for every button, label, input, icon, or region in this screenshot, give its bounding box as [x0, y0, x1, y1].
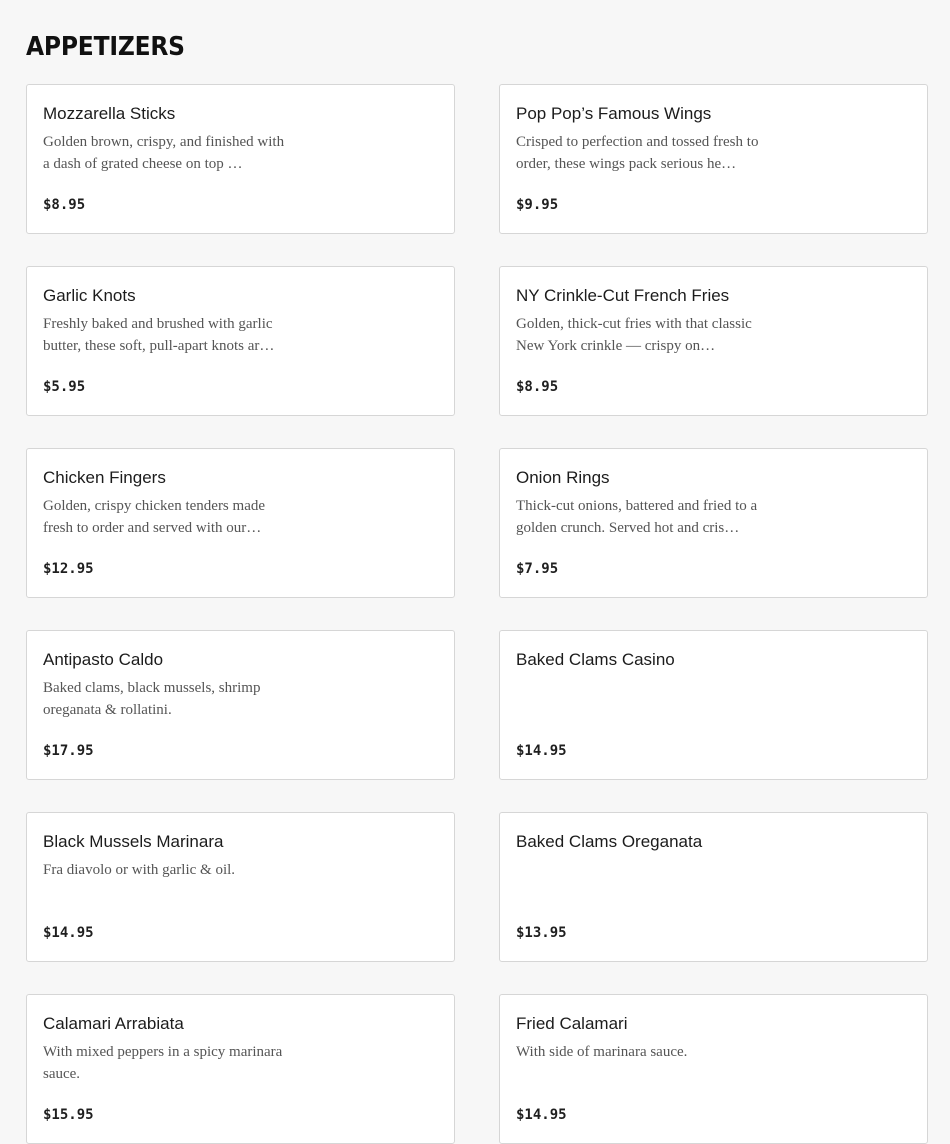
- menu-item-price: $14.95: [516, 1107, 567, 1124]
- menu-item-name: Antipasto Caldo: [43, 650, 164, 670]
- menu-item-card[interactable]: [499, 630, 928, 780]
- menu-item-description: With mixed peppers in a spicy marinara sauce.: [43, 1044, 283, 1083]
- menu-item-name: Fried Calamari: [516, 1014, 628, 1034]
- menu-item-price: $7.95: [516, 561, 559, 578]
- menu-item-description: Thick-cut onions, battered and fried to a golden crunch. Served hot and cris…: [516, 498, 758, 537]
- menu-item-price: $13.95: [516, 925, 567, 942]
- menu-item-description: Golden, thick-cut fries with that classic New York crinkle — crispy on…: [516, 316, 752, 355]
- menu-item-card[interactable]: [499, 448, 928, 598]
- menu-item-card[interactable]: [26, 994, 455, 1144]
- menu-item-name: Calamari Arrabiata: [43, 1014, 184, 1034]
- menu-item-card[interactable]: [499, 266, 928, 416]
- menu-item-price: $14.95: [516, 743, 567, 760]
- menu-item-card[interactable]: [26, 812, 455, 962]
- menu-item-card[interactable]: [26, 266, 455, 416]
- menu-item-price: $17.95: [43, 743, 94, 760]
- menu-item-card[interactable]: [26, 84, 455, 234]
- menu-item-price: $12.95: [43, 561, 94, 578]
- menu-item-name: Baked Clams Oreganata: [516, 832, 703, 852]
- menu-item-card[interactable]: [499, 812, 928, 962]
- menu-item-card[interactable]: [499, 994, 928, 1144]
- menu-item-card[interactable]: [26, 448, 455, 598]
- menu-item-name: Garlic Knots: [43, 286, 136, 306]
- menu-item-grid: [26, 84, 928, 1144]
- menu-item-name: Baked Clams Casino: [516, 650, 675, 670]
- menu-item-description: Baked clams, black mussels, shrimp oreganata & rollatini.: [43, 680, 261, 719]
- menu-item-description: Fra diavolo or with garlic & oil.: [43, 862, 236, 879]
- menu-item-price: $14.95: [43, 925, 94, 942]
- menu-item-name: Chicken Fingers: [43, 468, 166, 488]
- menu-item-description: Crisped to perfection and tossed fresh to order, these wings pack serious he…: [516, 134, 759, 173]
- menu-item-name: Pop Pop’s Famous Wings: [516, 104, 712, 124]
- menu-item-price: $15.95: [43, 1107, 94, 1124]
- menu-item-description: Golden, crispy chicken tenders made fresh to order and served with our…: [43, 498, 266, 537]
- menu-item-price: $8.95: [516, 379, 559, 396]
- menu-item-price: $9.95: [516, 197, 559, 214]
- menu-item-card[interactable]: [26, 630, 455, 780]
- menu-item-name: Onion Rings: [516, 468, 610, 488]
- menu-item-description: Golden brown, crispy, and finished with a dash of grated cheese on top …: [43, 134, 285, 173]
- menu-item-name: Black Mussels Marinara: [43, 832, 224, 852]
- menu-item-description: With side of marinara sauce.: [516, 1044, 688, 1061]
- menu-item-name: NY Crinkle-Cut French Fries: [516, 286, 730, 306]
- menu-item-price: $5.95: [43, 379, 86, 396]
- menu-item-description: Freshly baked and brushed with garlic butter, these soft, pull-apart knots ar…: [43, 316, 275, 355]
- section-title: APPETIZERS: [26, 32, 185, 62]
- menu-item-card[interactable]: [499, 84, 928, 234]
- menu-item-price: $8.95: [43, 197, 86, 214]
- menu-item-name: Mozzarella Sticks: [43, 104, 176, 124]
